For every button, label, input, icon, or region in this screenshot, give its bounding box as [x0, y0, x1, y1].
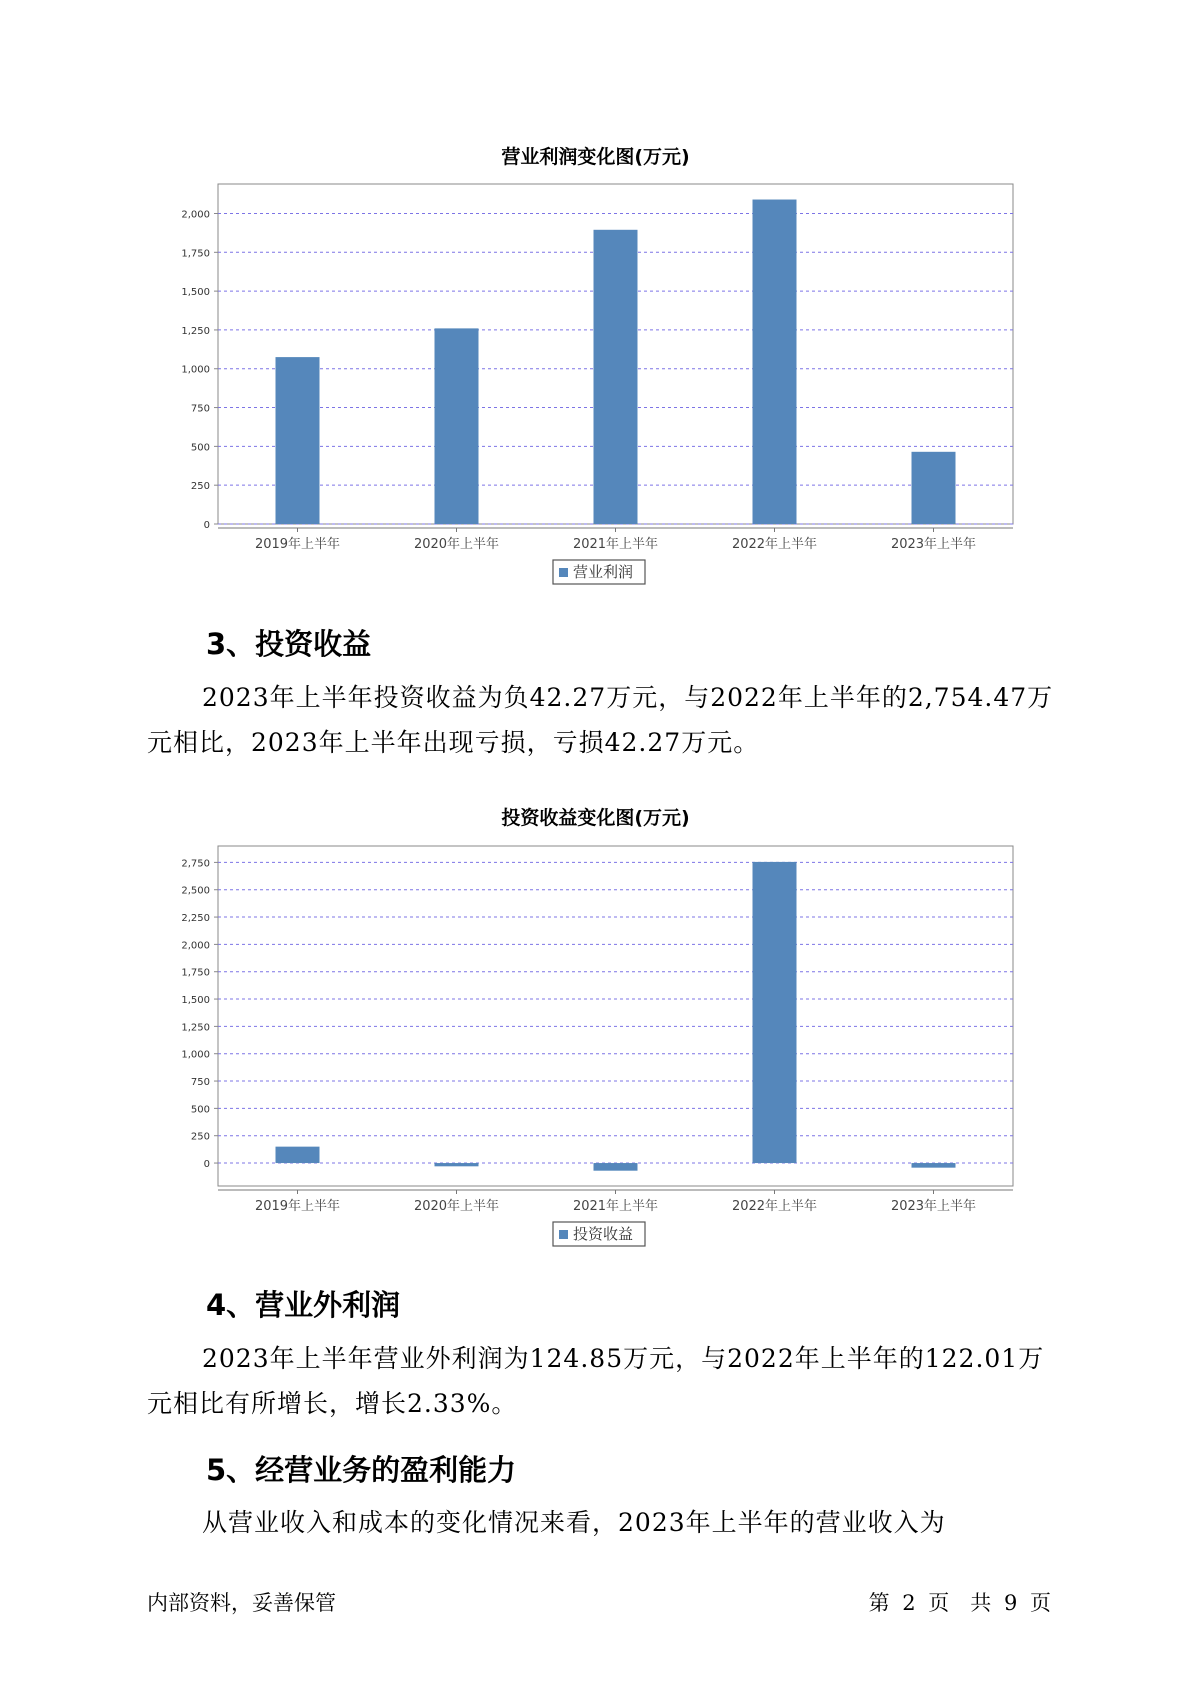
legend-swatch	[559, 1230, 568, 1239]
x-tick-label: 2023年上半年	[890, 1199, 977, 1214]
bar	[912, 1163, 956, 1168]
legend-label: 营业利润	[573, 563, 634, 581]
chart-title-operating-profit: 营业利润变化图(万元)	[501, 146, 690, 168]
y-tick-label: 500	[190, 1104, 210, 1116]
y-tick-label: 250	[190, 481, 210, 493]
x-tick-label: 2023年上半年	[890, 537, 977, 552]
x-tick-label: 2020年上半年	[413, 1199, 500, 1214]
paragraph-profitability: 从营业收入和成本的变化情况来看，2023年上半年的营业收入为	[202, 1508, 946, 1537]
operating-profit-chart	[0, 180, 1191, 600]
section-heading-investment-income: 3、投资收益	[206, 627, 372, 661]
x-tick-label: 2020年上半年	[413, 537, 500, 552]
legend-swatch	[559, 568, 568, 577]
chart-title-investment-income: 投资收益变化图(万元)	[501, 807, 690, 829]
plot-area	[218, 846, 1013, 1186]
footer-confidential-note: 内部资料，妥善保管	[147, 1591, 336, 1615]
y-tick-label: 250	[190, 1131, 210, 1143]
y-tick-label: 2,750	[181, 858, 210, 870]
paragraph-investment-income: 2023年上半年投资收益为负42.27万元，与2022年上半年的2,754.47万元相比，2023年上半年出现亏损，亏损42.27万元。	[147, 683, 1054, 757]
y-tick-label: 0	[203, 520, 210, 531]
legend-label: 投资收益	[573, 1225, 634, 1243]
investment-income-chart	[0, 842, 1191, 1262]
y-tick-label: 750	[190, 403, 210, 415]
bar	[276, 1147, 320, 1163]
x-tick-label: 2019年上半年	[254, 1199, 341, 1214]
y-tick-label: 1,500	[181, 995, 210, 1007]
y-tick-label: 750	[190, 1077, 210, 1089]
bar	[435, 1163, 479, 1166]
x-tick-label: 2021年上半年	[572, 537, 659, 552]
section-heading-profitability: 5、经营业务的盈利能力	[206, 1453, 517, 1487]
y-tick-label: 1,750	[181, 248, 210, 260]
y-tick-label: 2,250	[181, 913, 210, 925]
y-tick-label: 1,500	[181, 287, 210, 299]
y-tick-label: 1,250	[181, 1022, 210, 1034]
bar	[753, 200, 797, 524]
x-tick-label: 2022年上半年	[731, 1199, 818, 1214]
paragraph-non-operating-profit: 2023年上半年营业外利润为124.85万元，与2022年上半年的122.01万元相比有所增长，增长2.33%。	[147, 1344, 1045, 1418]
x-tick-label: 2021年上半年	[572, 1199, 659, 1214]
y-tick-label: 500	[190, 442, 210, 454]
y-tick-label: 2,000	[181, 940, 210, 952]
bar	[594, 1163, 638, 1171]
y-tick-label: 1,000	[181, 364, 210, 376]
x-tick-label: 2022年上半年	[731, 537, 818, 552]
y-tick-label: 1,750	[181, 967, 210, 979]
bar	[753, 862, 797, 1163]
x-tick-label: 2019年上半年	[254, 537, 341, 552]
bar	[435, 328, 479, 524]
y-tick-label: 2,000	[181, 209, 210, 221]
bar	[594, 230, 638, 524]
bar	[276, 357, 320, 524]
section-heading-non-operating-profit: 4、营业外利润	[206, 1288, 401, 1322]
y-tick-label: 0	[203, 1159, 210, 1171]
y-tick-label: 1,250	[181, 325, 210, 337]
footer-page-number: 第 2 页 共 9 页	[868, 1591, 1051, 1615]
y-tick-label: 1,000	[181, 1049, 210, 1061]
y-tick-label: 2,500	[181, 885, 210, 897]
bar	[912, 452, 956, 524]
